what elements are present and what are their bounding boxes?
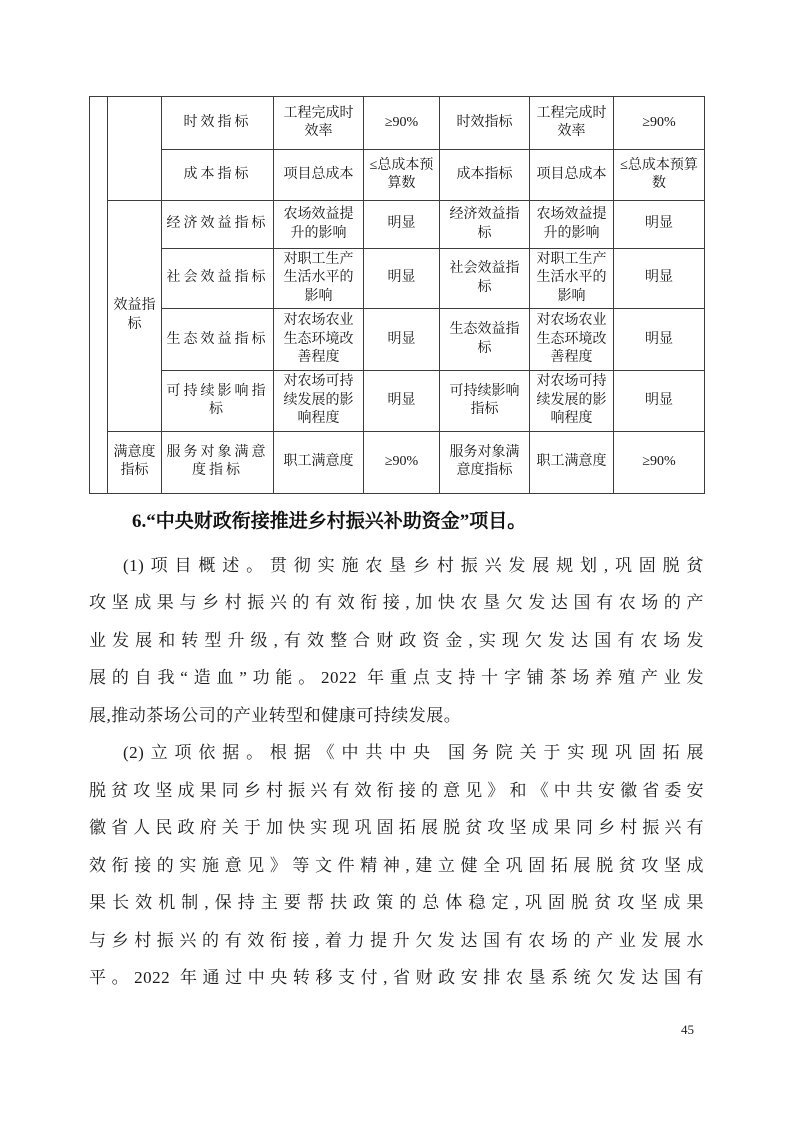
table-cell: 可持续影响指标 [440, 371, 530, 431]
table-cell: 经济效益指标 [440, 201, 530, 249]
table-cell: 社会效益指标 [440, 249, 530, 309]
table-cell: 工程完成时效率 [530, 97, 614, 150]
text-line: (2)立项依据。根据《中共中央 国务院关于实现巩固拓展 [123, 743, 704, 763]
table-cell: ≥90% [614, 97, 705, 150]
table-cell: 服务对象满意度指标 [440, 431, 530, 493]
table-cell: 生态效益指标 [162, 309, 274, 371]
table-cell: ≥90% [614, 431, 705, 493]
table-cell: ≤总成本预算数 [364, 150, 440, 201]
table-cell: 明显 [614, 371, 705, 431]
table-cell: 明显 [614, 309, 705, 371]
table-cell: ≤总成本预算数 [614, 150, 705, 201]
text-line: 业发展和转型升级,有效整合财政资金,实现欠发达国有农场发 [89, 630, 704, 650]
table-cell: 明显 [364, 249, 440, 309]
text-line: 与乡村振兴的有效衔接,着力提升欠发达国有农场的产业发展水 [89, 930, 704, 950]
table-cell: 成本指标 [162, 150, 274, 201]
table-cell: 职工满意度 [274, 431, 364, 493]
table-cell: 农场效益提升的影响 [274, 201, 364, 249]
text-line: 徽省人民政府关于加快实现巩固拓展脱贫攻坚成果同乡村振兴有 [89, 818, 704, 838]
table-cell-outer-group [90, 97, 108, 494]
table-cell: 明显 [364, 309, 440, 371]
table-cell: 社会效益指标 [162, 249, 274, 309]
table-cell: 项目总成本 [530, 150, 614, 201]
table-cell: 明显 [364, 201, 440, 249]
text-line: 果长效机制,保持主要帮扶政策的总体稳定,巩固脱贫攻坚成果 [89, 893, 704, 913]
table-cell: 对农场农业生态环境改善程度 [530, 309, 614, 371]
table-cell: 成本指标 [440, 150, 530, 201]
table-cell: 对职工生产生活水平的影响 [274, 249, 364, 309]
page-number: 45 [681, 1022, 694, 1037]
table-cell: 经济效益指标 [162, 201, 274, 249]
text-line: (1)项目概述。贯彻实施农垦乡村振兴发展规划,巩固脱贫 [123, 555, 704, 575]
table-cell: 农场效益提升的影响 [530, 201, 614, 249]
table-cell: 对职工生产生活水平的影响 [530, 249, 614, 309]
table-cell: 服务对象满意度指标 [162, 431, 274, 493]
document-content [89, 96, 704, 997]
table-cell: 明显 [614, 201, 705, 249]
table-cell: 对农场农业生态环境改善程度 [274, 309, 364, 371]
text-line: 展的自我“造血”功能。2022 年重点支持十字铺茶场养殖产业发 [89, 668, 704, 688]
performance-indicator-table [89, 96, 705, 494]
text-line: 攻坚成果与乡村振兴的有效衔接,加快农垦欠发达国有农场的产 [89, 593, 704, 613]
text-line: 脱贫攻坚成果同乡村振兴有效衔接的意见》和《中共安徽省委安 [89, 780, 704, 800]
table-cell: 职工满意度 [530, 431, 614, 493]
table-cell: 明显 [614, 249, 705, 309]
table-cell: 对农场可持续发展的影响程度 [274, 371, 364, 431]
paragraph-project-basis [89, 734, 704, 997]
table-cell: 可持续影响指标 [162, 371, 274, 431]
table-cell: 时效指标 [162, 97, 274, 150]
table-cell: 项目总成本 [274, 150, 364, 201]
table-cell: 对农场可持续发展的影响程度 [530, 371, 614, 431]
text-line: 展,推动茶场公司的产业转型和健康可持续发展。 [89, 705, 462, 725]
text-line: 平。2022 年通过中央转移支付,省财政安排农垦系统欠发达国有 [89, 968, 704, 988]
table-cell-group-empty [108, 97, 162, 201]
table-cell-group-satisfaction: 满意度指标 [108, 431, 162, 493]
table-cell: ≥90% [364, 97, 440, 150]
section-heading: 6.“中央财政衔接推进乡村振兴补助资金”项目。 [132, 510, 527, 532]
paragraph-project-overview [89, 547, 704, 735]
table-cell: 工程完成时效率 [274, 97, 364, 150]
table-cell: 时效指标 [440, 97, 530, 150]
table-cell: 明显 [364, 371, 440, 431]
text-line: 效衔接的实施意见》等文件精神,建立健全巩固拓展脱贫攻坚成 [89, 855, 704, 875]
table-cell: 生态效益指标 [440, 309, 530, 371]
table-cell: ≥90% [364, 431, 440, 493]
table-cell-group-benefit: 效益指标 [108, 201, 162, 432]
